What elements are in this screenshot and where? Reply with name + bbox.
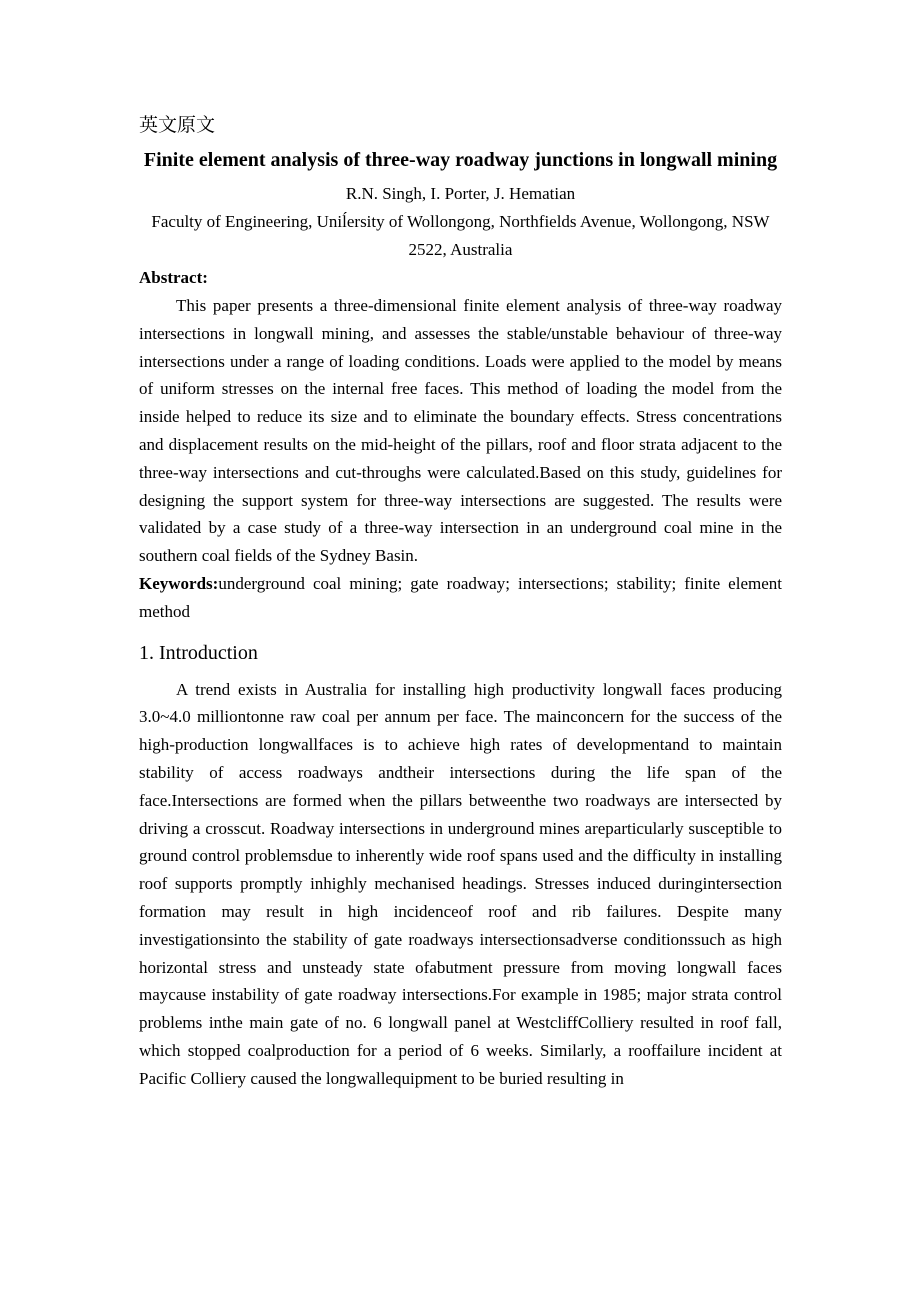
document-page bbox=[139, 110, 782, 1093]
introduction-heading: 1. Introduction bbox=[139, 641, 258, 664]
introduction-text: A trend exists in Australia for installing high productivity longwall faces producing 3.0~4.0 milliontonne raw coal per annum per face. The mainconcern for the success of the high-production longwallfaces is to achieve high rates of developmentand to maintain stability of access roadways andtheir intersections during the life span of the face.Intersections are formed when the pillars betweenthe two roadways are intersected by driving a crosscut. Roadway intersections in underground mines areparticularly susceptible to ground control problemsdue to inherently wide roof spans used and the difficulty in installing roof supports promptly inhighly mechanised headings. Stresses induced duringintersection formation may result in high incidenceof roof and rib failures. Despite many investigationsinto the stability of gate roadways intersectionsadverse conditionssuch as high horizontal stress and unsteady state ofabutment pressure from moving longwall faces maycause instability of gate roadway intersections.For example in 1985; major strata control problems inthe main gate of no. 6 longwall panel at WestcliffColliery resulted in roof fall, which stopped coalproduction for a period of 6 weeks. Similarly, a rooffailure incident at Pacific Colliery caused the longwallequipment to be buried resulting in bbox=[139, 679, 782, 1088]
abstract-text: This paper presents a three-dimensional finite element analysis of three-way roadway intersections in longwall mining, and assesses the stable/unstable behaviour of three-way intersections under a range of loading conditions. Loads were applied to the model by means of uniform stresses on the internal free faces. This method of loading the model from the inside helped to reduce its size and to eliminate the boundary effects. Stress concentrations and displacement results on the mid-height of the pillars, roof and floor strata adjacent to the three-way intersections and cut-throughs were calculated.Based on this study, guidelines for designing the support system for three-way intersections are suggested. The results were validated by a case study of a three-way intersection in an underground coal mine in the southern coal fields of the Sydney Basin. bbox=[139, 296, 782, 566]
section-label: 英文原文 bbox=[139, 114, 216, 136]
keywords-label: Keywords: bbox=[139, 573, 219, 593]
keywords-text: underground coal mining; gate roadway; intersections; stability; finite element method bbox=[139, 573, 782, 621]
paper-authors: R.N. Singh, I. Porter, J. Hematian bbox=[345, 184, 576, 203]
keywords bbox=[139, 570, 782, 626]
abstract-label: Abstract: bbox=[139, 268, 208, 287]
paper-title: Finite element analysis of three-way roadway junctions in longwall mining bbox=[143, 149, 778, 171]
paper-affiliation: Faculty of Engineering, Uniĺersity of Wollongong, Northfields Avenue, Wollongong, NSW 2522, Australia bbox=[151, 212, 770, 259]
